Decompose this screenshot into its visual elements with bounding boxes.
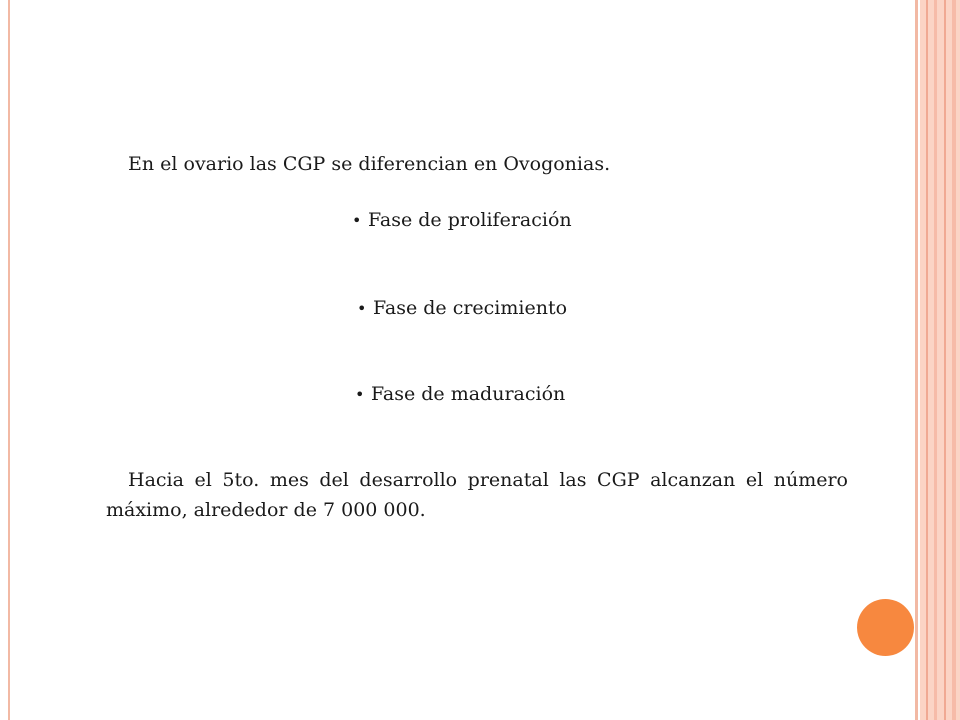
stripe xyxy=(926,0,928,720)
bullet-label: Fase de proliferación xyxy=(368,209,572,231)
bullet-label: Fase de crecimiento xyxy=(373,297,568,319)
intro-text: En el ovario las CGP se diferencian en Ovogonias. xyxy=(128,153,611,175)
bullet-icon: • xyxy=(357,299,367,318)
bullet-item-proliferation xyxy=(352,206,572,235)
left-frame-line xyxy=(8,0,10,720)
right-decorative-stripes xyxy=(920,0,960,720)
decorative-circle xyxy=(857,599,914,656)
right-frame-line xyxy=(915,0,918,720)
bullet-icon: • xyxy=(355,385,365,404)
stripe xyxy=(944,0,946,720)
stripe xyxy=(952,0,956,720)
bullet-item-growth xyxy=(357,294,567,323)
bullet-item-maturation xyxy=(355,380,565,409)
stripe xyxy=(934,0,937,720)
bullet-icon: • xyxy=(352,211,362,230)
closing-paragraph: Hacia el 5to. mes del desarrollo prenatal las CGP alcanzan el número máximo, alrededor de 7 000 000. xyxy=(106,469,848,521)
bullet-label: Fase de maduración xyxy=(371,383,566,405)
